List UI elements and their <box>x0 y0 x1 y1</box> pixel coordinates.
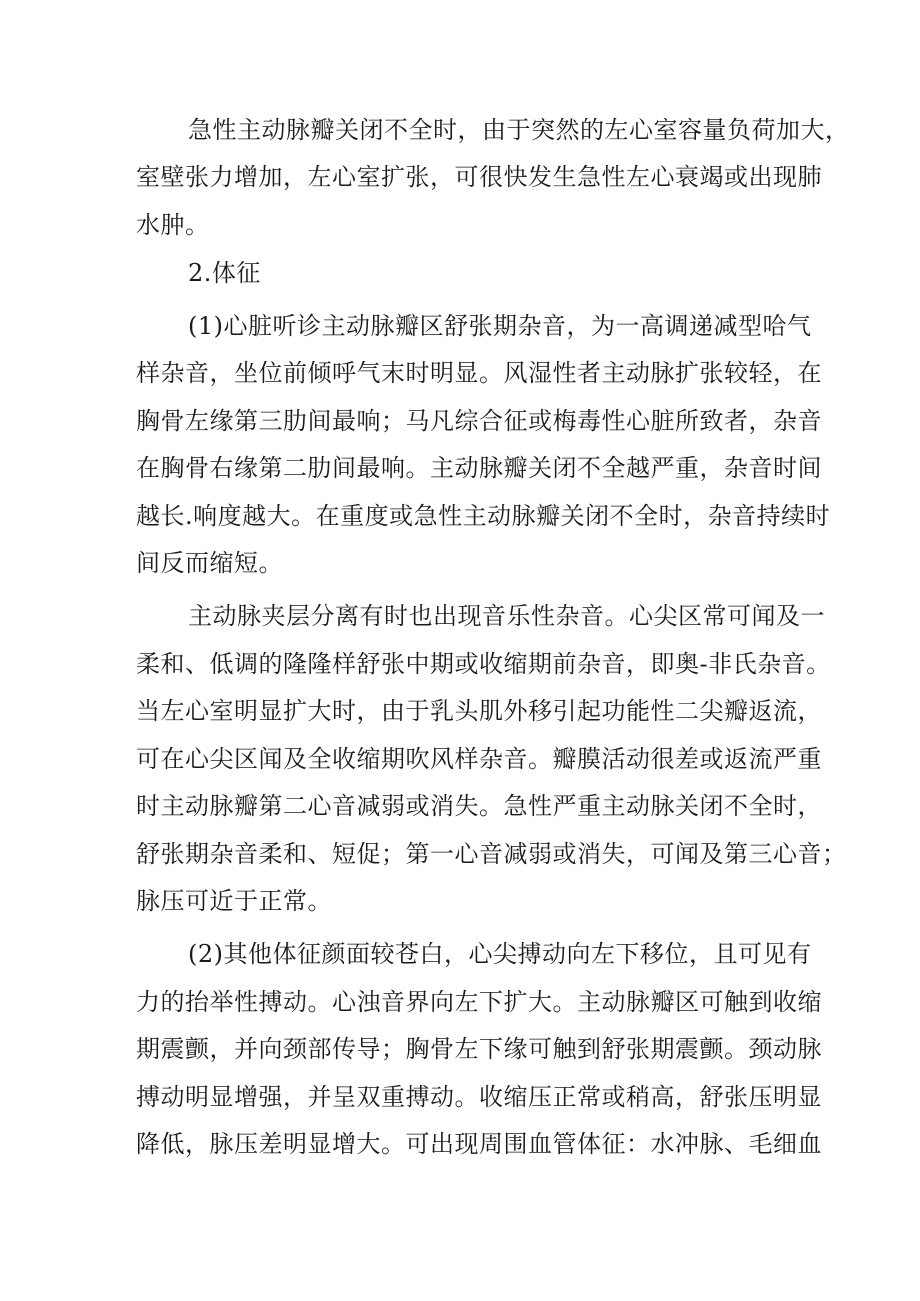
text-line: 可在心尖区闻及全收缩期吹风样杂音。瓣膜活动很差或返流严重 <box>136 745 822 773</box>
text-line: 主动脉夹层分离有时也出现音乐性杂音。心尖区常可闻及一 <box>188 602 825 630</box>
text-line: (1)心脏听诊主动脉瓣区舒张期杂音，为一高调递减型哈气 <box>188 312 812 340</box>
text-line: 脉压可近于正常。 <box>136 887 332 915</box>
text-line: 胸骨左缘第三肋间最响；马凡综合征或梅毒性心脏所致者，杂音 <box>136 407 822 435</box>
text-line: 越长.响度越大。在重度或急性主动脉瓣关闭不全时，杂音持续时 <box>136 502 831 530</box>
text-line: 急性主动脉瓣关闭不全时，由于突然的左心室容量负荷加大， <box>188 116 850 144</box>
text-line: 舒张期杂音柔和、短促；第一心音减弱或消失，可闻及第三心音； <box>136 840 847 868</box>
text-line: 在胸骨右缘第二肋间最响。主动脉瓣关闭不全越严重，杂音时间 <box>136 454 822 482</box>
text-line: 降低，脉压差明显增大。可出现周围血管体征：水冲脉、毛细血 <box>136 1130 822 1158</box>
text-line: 力的抬举性搏动。心浊音界向左下扩大。主动脉瓣区可触到收缩 <box>136 988 822 1016</box>
text-line: 室壁张力增加，左心室扩张，可很快发生急性左心衰竭或出现肺 <box>136 163 822 191</box>
text-line: 水肿。 <box>136 211 210 239</box>
text-line: 间反而缩短。 <box>136 549 283 577</box>
text-line: 期震颤，并向颈部传导；胸骨左下缘可触到舒张期震颤。颈动脉 <box>136 1035 822 1063</box>
text-line: 当左心室明显扩大时，由于乳头肌外移引起功能性二尖瓣返流， <box>136 697 822 725</box>
text-line: 样杂音，坐位前倾呼气末时明显。风湿性者主动脉扩张较轻，在 <box>136 359 822 387</box>
text-line: 搏动明显增强，并呈双重搏动。收缩压正常或稍高，舒张压明显 <box>136 1083 822 1111</box>
text-line: (2)其他体征颜面较苍白，心尖搏动向左下移位，且可见有 <box>188 940 812 968</box>
text-line: 时主动脉瓣第二心音减弱或消失。急性严重主动脉关闭不全时， <box>136 792 822 820</box>
section-heading: 2.体征 <box>188 259 261 287</box>
text-line: 柔和、低调的隆隆样舒张中期或收缩期前杂音，即奥-非氏杂音。 <box>136 650 831 678</box>
